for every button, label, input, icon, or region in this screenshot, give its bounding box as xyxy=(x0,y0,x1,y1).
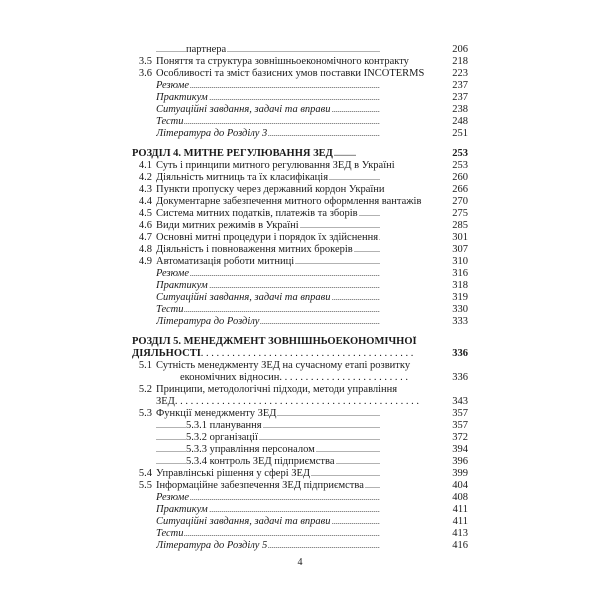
entry-page: 251 xyxy=(452,128,468,139)
entry-page: 301 xyxy=(452,232,468,243)
entry-page: 330 xyxy=(452,304,468,315)
entry-title: Суть і принципи митного регулювання ЗЕД в Україні xyxy=(156,160,395,171)
entry-page: 285 xyxy=(452,220,468,231)
entry-page: 316 xyxy=(452,268,468,279)
entry-title: Поняття та структура зовнішньоекономічного контракту xyxy=(156,56,409,67)
entry-number: 4.5 xyxy=(138,208,152,219)
entry-title: партнера xyxy=(186,44,227,55)
entry-title: Практикум xyxy=(156,504,208,515)
entry-page: 266 xyxy=(452,184,468,195)
entry-number: 4.6 xyxy=(138,220,152,231)
entry-page: 319 xyxy=(452,292,468,303)
entry-title: Резюме xyxy=(156,268,190,279)
entry-title: Ситуаційні завдання, задачі та вправи xyxy=(156,104,331,115)
entry-title: Література до Розділу xyxy=(156,316,260,327)
entry-title: Система митних податків, платежів та зборів xyxy=(156,208,358,219)
toc-entry xyxy=(132,44,468,56)
section5-title-line1: РОЗДІЛ 5. МЕНЕДЖМЕНТ ЗОВНІШНЬОЕКОНОМІЧНОЇ xyxy=(132,336,417,347)
entry-5-1-line2: економічних відносин xyxy=(180,372,280,383)
section5-title-line2: ДІЯЛЬНОСТІ xyxy=(132,348,201,359)
entry-page: 237 xyxy=(452,92,468,103)
entry-page: 307 xyxy=(452,244,468,255)
entry-title: Резюме xyxy=(156,492,190,503)
entry-page: 223 xyxy=(452,68,468,79)
toc-entry xyxy=(132,184,468,196)
entry-page: 237 xyxy=(452,80,468,91)
entry-number: 4.1 xyxy=(138,160,152,171)
entry-title: Ситуаційні завдання, задачі та вправи xyxy=(156,516,331,527)
toc-entry xyxy=(132,292,468,304)
entry-page: 253 xyxy=(452,160,468,171)
entry-title: Тести xyxy=(156,304,184,315)
toc-entry xyxy=(132,456,468,468)
toc-entry xyxy=(132,444,468,456)
section4-page: 253 xyxy=(452,148,468,159)
entry-page: 248 xyxy=(452,116,468,127)
entry-title: Тести xyxy=(156,116,184,127)
entry-number: 5.4 xyxy=(138,468,152,479)
toc-entry xyxy=(132,172,468,184)
entry-title: Ситуаційні завдання, задачі та вправи xyxy=(156,292,331,303)
entry-title: Основні митні процедури і порядок їх здійснення xyxy=(156,232,379,243)
section5-entries xyxy=(132,408,468,552)
entry-number: 5.5 xyxy=(138,480,152,491)
toc-entry xyxy=(132,56,468,68)
toc-entry xyxy=(132,220,468,232)
entry-page: 399 xyxy=(452,468,468,479)
entry-number: 4.4 xyxy=(138,196,152,207)
toc-entry xyxy=(132,116,468,128)
entry-page: 333 xyxy=(452,316,468,327)
section5-page: 336 xyxy=(452,348,468,359)
entry-title: Особливості та зміст базисних умов поставки INCOTERMS xyxy=(156,68,425,79)
entry-page: 270 xyxy=(452,196,468,207)
entry-title: Автоматизація роботи митниці xyxy=(156,256,295,267)
entry-page: 218 xyxy=(452,56,468,67)
entry-number: 3.5 xyxy=(138,56,152,67)
entry-page: 318 xyxy=(452,280,468,291)
entry-page: 357 xyxy=(452,408,468,419)
entry-page: 411 xyxy=(452,516,468,527)
toc-entry xyxy=(132,196,468,208)
toc-entry-5-1: 5.1 Сутність менеджменту ЗЕД на сучасному етапі розвитку економічних відносин. . . . . . . . . . . . . . . . . . . . . . . . . 336 xyxy=(132,360,468,384)
entry-title: Література до Розділу 3 xyxy=(156,128,268,139)
toc-entry xyxy=(132,244,468,256)
toc-entry xyxy=(132,480,468,492)
entry-page: 408 xyxy=(452,492,468,503)
entry-title: Діяльність і повноваження митних брокерів xyxy=(156,244,353,255)
entry-5-2-line1: Принципи, методологічні підходи, методи управління xyxy=(156,384,398,395)
toc-entry xyxy=(132,280,468,292)
entry-title: 5.3.3 управління персоналом xyxy=(186,444,315,455)
entry-title: Пункти пропуску через державний кордон України xyxy=(156,184,385,195)
toc-entry xyxy=(132,160,468,172)
toc-entry xyxy=(132,128,468,140)
entry-title: Діяльність митниць та їх класифікація xyxy=(156,172,329,183)
entry-number: 4.7 xyxy=(138,232,152,243)
toc-entry xyxy=(132,68,468,80)
toc-entry xyxy=(132,420,468,432)
entry-title: Документарне забезпечення митного оформлення вантажів xyxy=(156,196,422,207)
entry-title: Тести xyxy=(156,528,184,539)
toc-entry xyxy=(132,432,468,444)
entry-title: Практикум xyxy=(156,280,208,291)
toc-entry xyxy=(132,92,468,104)
toc-entry xyxy=(132,104,468,116)
toc-entry xyxy=(132,528,468,540)
entry-title: Інформаційне забезпечення ЗЕД підприємства xyxy=(156,480,364,491)
section3-tail xyxy=(132,44,468,140)
entry-number: 5.3 xyxy=(138,408,152,419)
entry-title: Практикум xyxy=(156,92,208,103)
toc-entry xyxy=(132,540,468,552)
section5-heading: РОЗДІЛ 5. МЕНЕДЖМЕНТ ЗОВНІШНЬОЕКОНОМІЧНОЇ ДІЯЛЬНОСТІ. . . . . . . . . . . . . . . . . . . . . . . . . . . . . . . . . . . . . . . . . 336 xyxy=(132,336,468,359)
entry-page: 238 xyxy=(452,104,468,115)
entry-page: 336 xyxy=(452,372,468,383)
toc-entry xyxy=(132,268,468,280)
toc-entry xyxy=(132,80,468,92)
section4-entries xyxy=(132,160,468,328)
section4-title: РОЗДІЛ 4. МИТНЕ РЕГУЛЮВАННЯ ЗЕД xyxy=(132,148,333,159)
toc-entry xyxy=(132,208,468,220)
entry-number: 5.1 xyxy=(138,360,152,371)
toc-entry-5-2: 5.2 Принципи, методологічні підходи, методи управління ЗЕД. . . . . . . . . . . . . . . . . . . . . . . . . . . . . . . . . . . . . . . . . . . . . . . 343 xyxy=(132,384,468,408)
entry-number: 4.9 xyxy=(138,256,152,267)
toc-entry xyxy=(132,492,468,504)
entry-page: 416 xyxy=(452,540,468,551)
entry-number: 4.3 xyxy=(138,184,152,195)
entry-title: Управлінські рішення у сфері ЗЕД xyxy=(156,468,311,479)
toc-entry xyxy=(132,304,468,316)
entry-title: Резюме xyxy=(156,80,190,91)
entry-5-2-line2: ЗЕД xyxy=(156,396,175,407)
entry-number: 4.2 xyxy=(138,172,152,183)
toc-entry xyxy=(132,316,468,328)
entry-page: 357 xyxy=(452,420,468,431)
toc-entry xyxy=(132,504,468,516)
entry-title: 5.3.4 контроль ЗЕД підприємства xyxy=(186,456,335,467)
table-of-contents xyxy=(132,44,468,552)
entry-title: 5.3.2 організації xyxy=(186,432,258,443)
entry-page: 372 xyxy=(452,432,468,443)
entry-title: Література до Розділу 5 xyxy=(156,540,268,551)
entry-number: 5.2 xyxy=(138,384,152,395)
entry-title: Види митних режимів в Україні xyxy=(156,220,299,231)
entry-number: 3.6 xyxy=(138,68,152,79)
entry-5-1-line1: Сутність менеджменту ЗЕД на сучасному етапі розвитку xyxy=(156,360,411,371)
entry-number: 4.8 xyxy=(138,244,152,255)
entry-page: 413 xyxy=(452,528,468,539)
section4-heading xyxy=(132,148,468,160)
toc-entry xyxy=(132,256,468,268)
toc-entry xyxy=(132,408,468,420)
entry-page: 411 xyxy=(452,504,468,515)
toc-entry xyxy=(132,516,468,528)
entry-page: 394 xyxy=(452,444,468,455)
entry-page: 396 xyxy=(452,456,468,467)
entry-page: 206 xyxy=(452,44,468,55)
entry-page: 404 xyxy=(452,480,468,491)
entry-page: 260 xyxy=(452,172,468,183)
entry-title: Функції менеджменту ЗЕД xyxy=(156,408,277,419)
toc-entry xyxy=(132,468,468,480)
entry-page: 343 xyxy=(452,396,468,407)
toc-entry xyxy=(132,232,468,244)
entry-page: 275 xyxy=(452,208,468,219)
entry-page: 310 xyxy=(452,256,468,267)
page-number: 4 xyxy=(297,557,303,568)
entry-title: 5.3.1 планування xyxy=(186,420,262,431)
